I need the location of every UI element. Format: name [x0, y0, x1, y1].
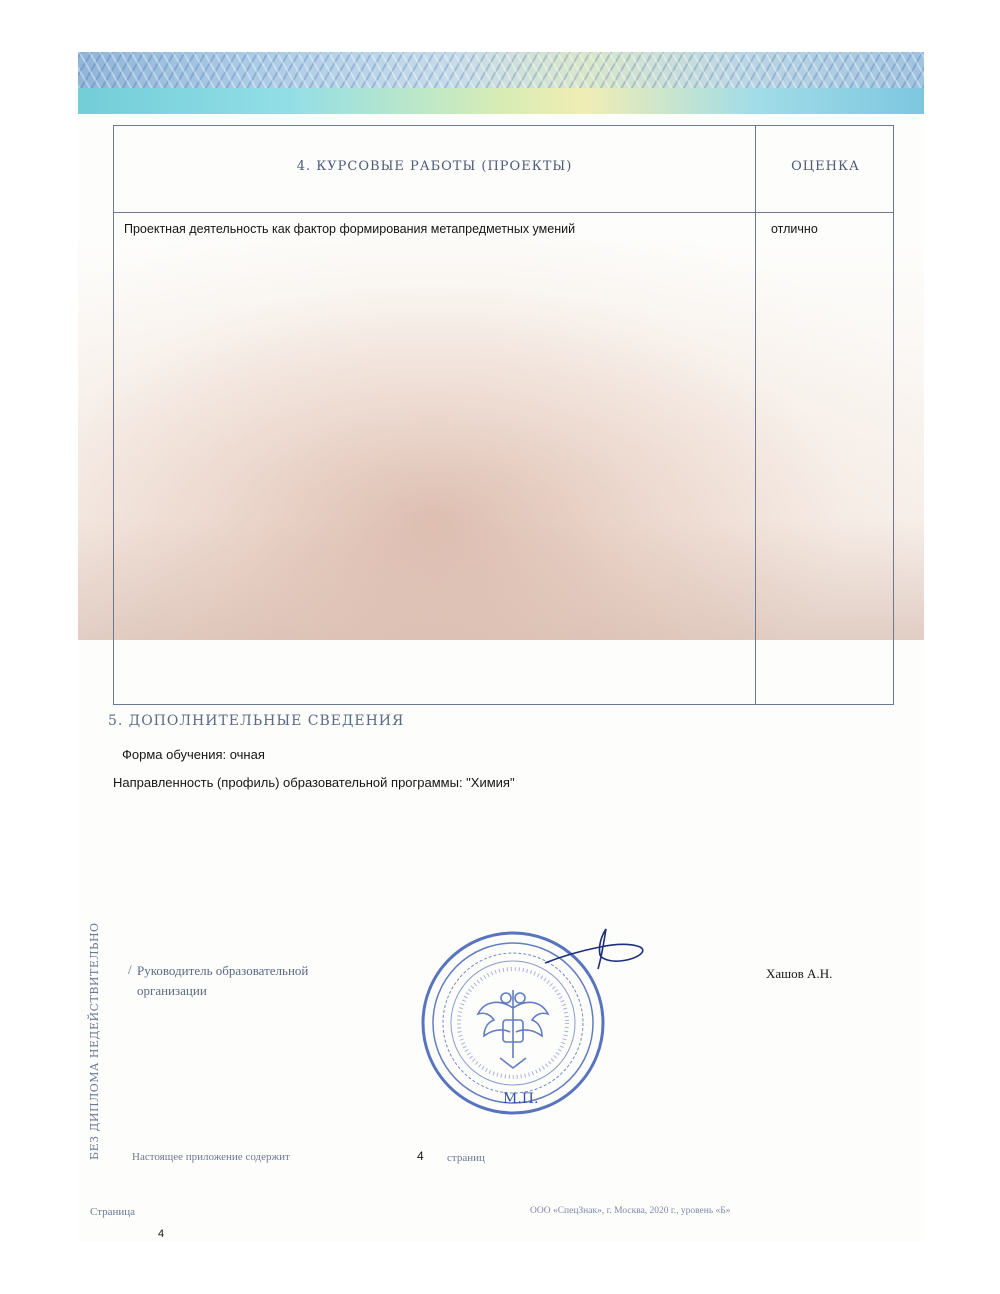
- head-role: [137, 961, 308, 1001]
- banner-pattern: [78, 52, 924, 88]
- study-form: Форма обучения: очная: [122, 747, 265, 762]
- table-header-rule: [114, 212, 893, 213]
- decorative-banner: [78, 52, 924, 114]
- head-name: Хашов А.Н.: [766, 966, 833, 981]
- stamp-mp-label: М.П.: [503, 1091, 539, 1107]
- coursework-title: Проектная деятельность как фактор формирования метапредметных умений: [124, 222, 576, 236]
- coursework-header: 4. КУРСОВЫЕ РАБОТЫ (ПРОЕКТЫ): [296, 159, 573, 174]
- head-role-line1: Руководитель образовательной: [137, 963, 309, 978]
- validity-note: БЕЗ ДИПЛОМА НЕДЕЙСТВИТЕЛЬНО: [88, 922, 101, 1160]
- footer-page-number: 4: [158, 1228, 165, 1240]
- footer-printer-info: ООО «СпецЗнак», г. Москва, 2020 г., уровень «Б»: [530, 1206, 731, 1216]
- pages-label: Настоящее приложение содержит: [132, 1151, 290, 1163]
- additional-info-title: 5. ДОПОЛНИТЕЛЬНЫЕ СВЕДЕНИЯ: [108, 713, 405, 729]
- footer-page-label: Страница: [90, 1206, 136, 1218]
- grade-header: ОЦЕНКА: [791, 159, 860, 174]
- head-signature: [540, 925, 650, 975]
- slash-mark: /: [128, 962, 132, 977]
- program-direction: Направленность (профиль) образовательной программы: "Химия": [113, 775, 515, 790]
- coursework-grade: отлично: [771, 222, 818, 236]
- pages-count: 4: [417, 1149, 424, 1163]
- coursework-table: [113, 125, 894, 705]
- banner-gradient-strip: [78, 88, 924, 114]
- pages-word: страниц: [447, 1152, 485, 1164]
- head-role-line2: организации: [137, 983, 207, 998]
